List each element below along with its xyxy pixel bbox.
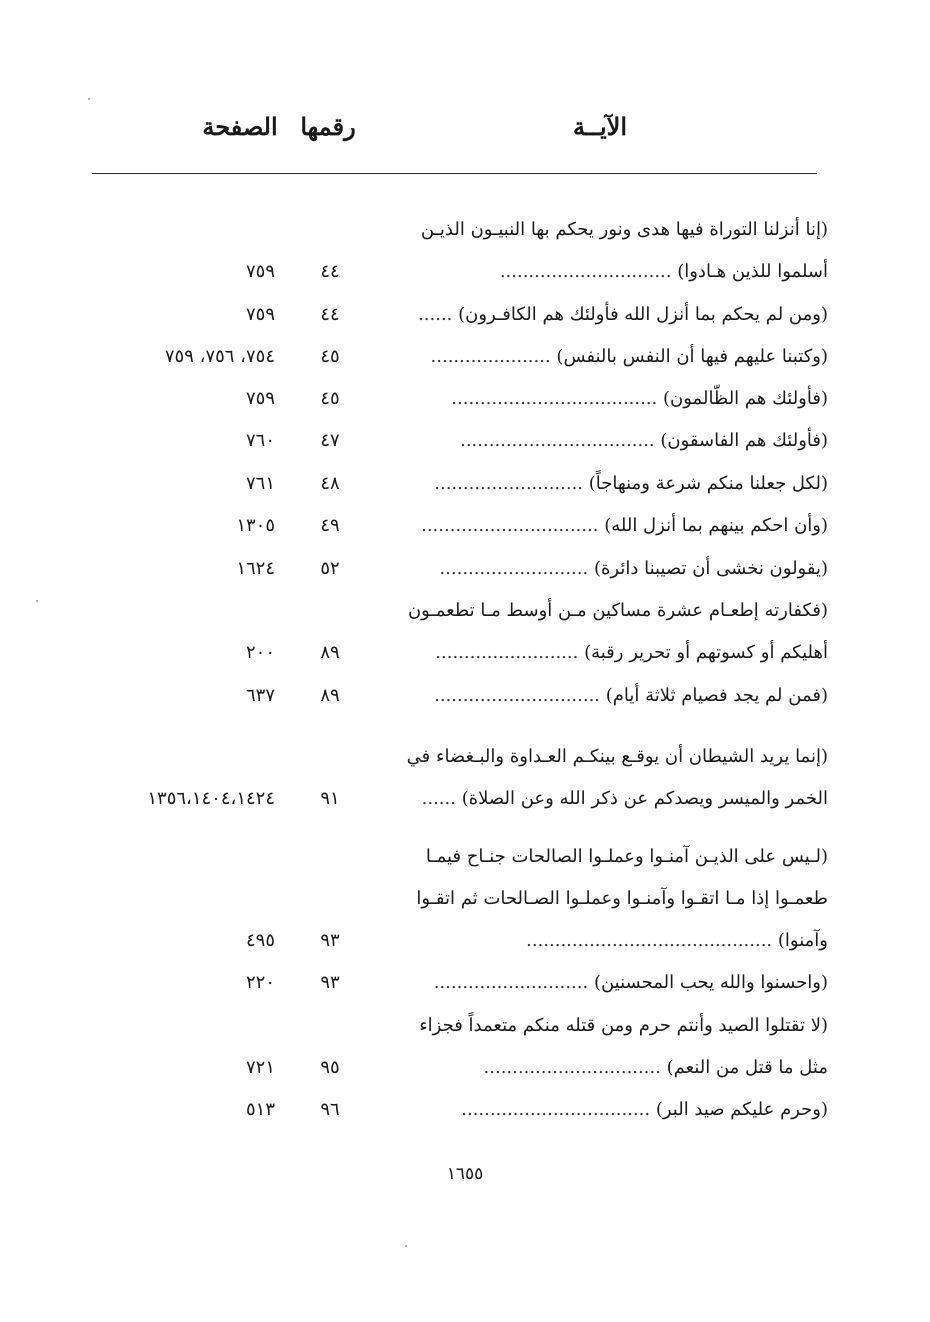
- verse-number: ٤٥: [320, 346, 340, 367]
- column-header-page: الصفحة: [202, 112, 278, 141]
- verse-number: ٩٥: [320, 1057, 340, 1078]
- verse-text: (إنما يريد الشيطان أن يوقـع بينكـم العـداوة والبـغضاء في: [406, 746, 828, 767]
- scan-speck: [88, 98, 90, 100]
- verse-number: ٩٣: [320, 972, 340, 993]
- verse-text: مثل ما قتل من النعم) ...............................: [483, 1057, 828, 1078]
- page-reference: ٦٣٧: [245, 685, 275, 706]
- verse-text: طعمـوا إذا مـا اتقـوا وآمنـوا وعملـوا الصـالحات ثم اتقـوا: [416, 888, 828, 909]
- verse-text: (ومن لم يحكم بما أنزل الله فأولئك هم الكافـرون) ......: [418, 304, 828, 325]
- verse-text: (فأولئك هم الظّالمون) ....................................: [451, 388, 828, 409]
- verse-number: ٤٧: [320, 430, 340, 451]
- page-reference: [60, 594, 275, 628]
- verse-number: [295, 1009, 365, 1043]
- page-reference: ٧٢١: [245, 1057, 275, 1078]
- verse-number: [295, 882, 365, 916]
- verse-text: أسلموا للذين هـادوا) ..............................: [499, 261, 828, 282]
- page-reference: ٥١٣: [245, 1099, 275, 1120]
- verse-number: ٤٨: [320, 473, 340, 494]
- page-reference: ٢٢٠: [245, 972, 275, 993]
- verse-number: ٨٩: [320, 685, 340, 706]
- verse-text: (وأن احكم بينهم بما أنزل الله) ...............................: [421, 515, 828, 536]
- column-header-ayah: الآيــة: [573, 112, 627, 141]
- page-reference: ٧٥٩: [245, 261, 275, 282]
- verse-text: (واحسنوا والله يحب المحسنين) ...........................: [433, 972, 828, 993]
- verse-text: (فكفارته إطعـام عشرة مساكين مـن أوسط مـا تطعمـون: [407, 600, 828, 621]
- verse-text: (وحرم عليكم صيد البر) .................................: [461, 1099, 828, 1120]
- verse-text: (يقولون نخشى أن تصيبنا دائرة) ..........................: [439, 558, 828, 579]
- verse-text: (وكتبنا عليهم فيها أن النفس بالنفس) .....................: [430, 346, 828, 367]
- page-reference: [60, 1009, 275, 1043]
- column-header-number: رقمها: [300, 112, 356, 141]
- page-reference: [60, 840, 275, 874]
- verse-number: [295, 213, 365, 247]
- verse-text: وآمنوا) ...........................................: [526, 930, 828, 951]
- verse-number: ٩٦: [320, 1099, 340, 1120]
- verse-text: أهليكم أو كسوتهم أو تحرير رقبة) .........................: [435, 642, 828, 663]
- verse-text: (لكل جعلنا منكم شرعة ومنهاجاً) ..........................: [434, 473, 828, 494]
- verse-text: (لا تقتلوا الصيد وأنتم حرم ومن قتله منكم متعمداً فجزاء: [419, 1015, 828, 1036]
- page-reference: [60, 882, 275, 916]
- page-reference: ٢٠٠: [245, 642, 275, 663]
- page-reference: ٧٥٤، ٧٥٦، ٧٥٩: [164, 346, 275, 367]
- verse-number: ٥٢: [320, 558, 340, 579]
- header-divider: [92, 173, 817, 174]
- verse-number: ٤٤: [320, 261, 340, 282]
- page-reference: ٧٥٩: [245, 388, 275, 409]
- verse-number: ٤٤: [320, 304, 340, 325]
- verse-text: (إنا أنزلنا التوراة فيها هدى ونور يحكم بها النبيـون الذيـن: [420, 219, 828, 240]
- page-reference: ٧٦٠: [245, 430, 275, 451]
- verse-text: الخمر والميسر ويصدكم عن ذكر الله وعن الصلاة) ......: [421, 788, 828, 809]
- scan-speck: [36, 600, 38, 602]
- verse-text: (لـيس على الذيـن آمنـوا وعملـوا الصالحات جنـاح فيمـا: [425, 846, 828, 867]
- page-number: ١٦٥٥: [446, 1164, 484, 1184]
- verse-number: [295, 740, 365, 774]
- verse-number: ٩٣: [320, 930, 340, 951]
- page-reference: [60, 740, 275, 774]
- page-reference: ٧٦١: [245, 473, 275, 494]
- page-reference: ٧٥٩: [245, 304, 275, 325]
- page-reference: ٤٩٥: [245, 930, 275, 951]
- verse-number: [295, 594, 365, 628]
- verse-text: (فأولئك هم الفاسقون) ..................................: [460, 430, 828, 451]
- verse-number: ٤٥: [320, 388, 340, 409]
- page-reference: ١٦٢٤: [236, 558, 275, 579]
- page-reference: ١٣٠٥: [236, 515, 275, 536]
- verse-number: [295, 840, 365, 874]
- verse-number: ٨٩: [320, 642, 340, 663]
- verse-number: ٤٩: [320, 515, 340, 536]
- page-reference: [60, 213, 275, 247]
- page-reference: ١٣٥٦،١٤٠٤،١٤٢٤: [147, 788, 275, 809]
- scan-speck: [405, 1245, 407, 1247]
- verse-number: ٩١: [320, 788, 340, 809]
- verse-text: (فمن لم يجد فصيام ثلاثة أيام) .............................: [434, 685, 828, 706]
